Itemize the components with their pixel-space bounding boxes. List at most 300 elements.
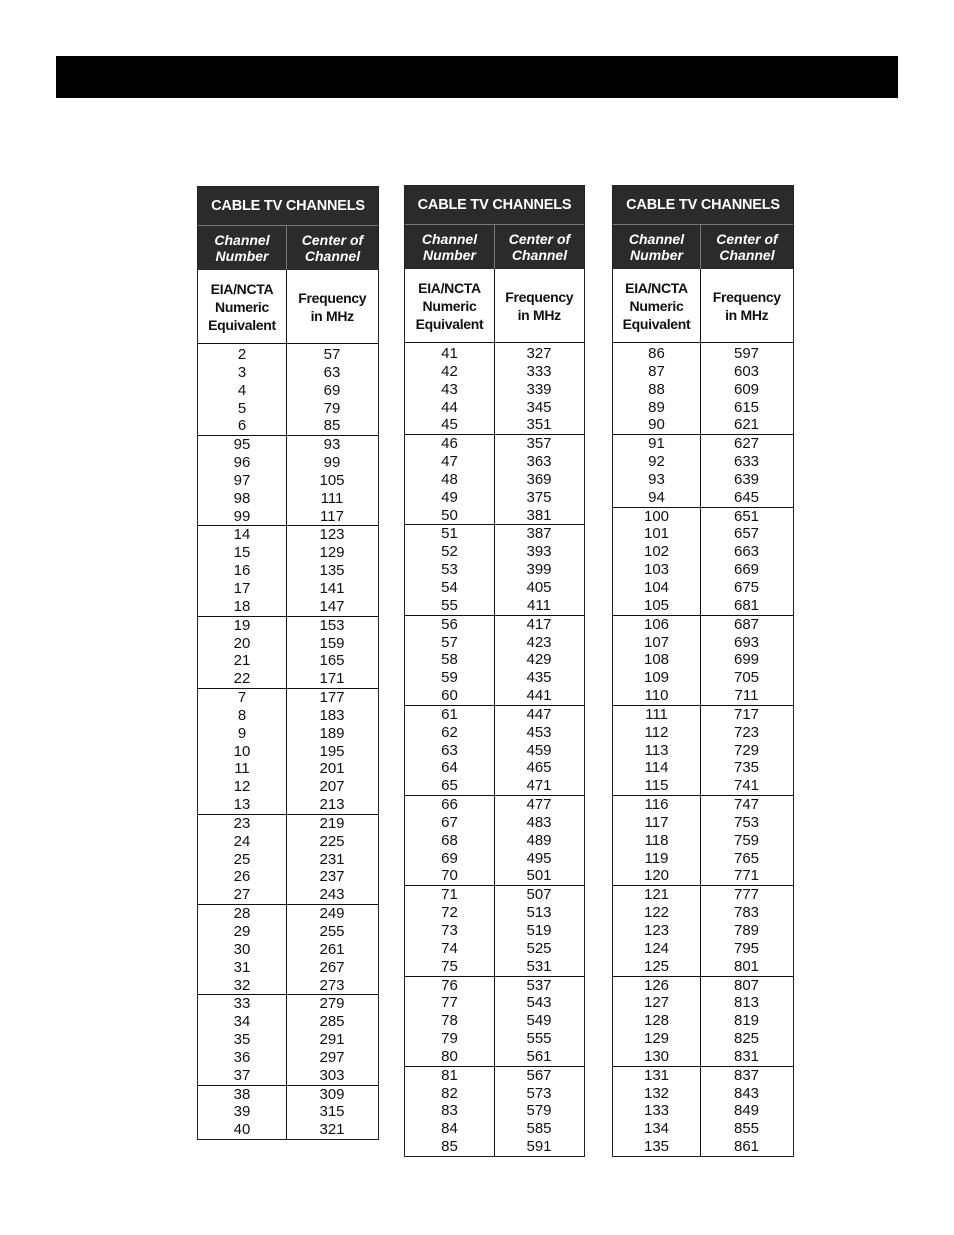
frequency-header: Frequency in MHz [298, 289, 367, 324]
frequency-cell: 309 [319, 1085, 345, 1103]
column-header [405, 269, 584, 343]
frequency-cell: 765 [733, 849, 760, 867]
channel-number-cell: 92 [648, 453, 665, 471]
frequency-cell: 165 [319, 652, 345, 670]
column-subheader [198, 226, 378, 270]
frequency-cell: 711 [734, 687, 759, 705]
table-row [613, 634, 793, 652]
frequency-cell: 63 [323, 363, 341, 381]
frequency-cell: 285 [319, 1013, 345, 1031]
frequency-cell: 771 [733, 867, 760, 885]
frequency-cell: 807 [733, 976, 760, 994]
channel-number-cell: 89 [648, 398, 665, 416]
frequency-cell: 585 [526, 1120, 552, 1138]
channel-number-cell: 67 [441, 813, 458, 831]
frequency-cell: 147 [319, 597, 345, 615]
frequency-cell: 693 [733, 633, 760, 651]
frequency-cell: 477 [526, 796, 552, 814]
channel-number-cell: 31 [233, 958, 251, 976]
channel-number-cell: 42 [441, 362, 458, 380]
table-row [613, 489, 793, 507]
channel-number-cell: 98 [233, 489, 251, 507]
channel-number-cell: 39 [233, 1103, 251, 1121]
frequency-cell: 687 [733, 615, 760, 633]
channel-number-cell: 117 [644, 813, 669, 831]
channel-group [613, 886, 793, 976]
frequency-cell: 723 [733, 723, 760, 741]
frequency-cell: 387 [526, 525, 552, 543]
frequency-cell: 573 [526, 1084, 552, 1102]
table-row [613, 416, 793, 434]
table-row [613, 525, 793, 543]
eia-ncta-header: EIA/NCTA Numeric Equivalent [613, 269, 701, 342]
channel-number-cell: 113 [644, 741, 669, 759]
channel-number-cell: 75 [441, 957, 458, 975]
channel-number-cell: 2 [237, 346, 247, 363]
channel-number-cell: 65 [441, 777, 458, 795]
channel-number-cell: 32 [233, 976, 251, 994]
table-row [613, 940, 793, 958]
frequency-cell: 345 [526, 398, 552, 416]
frequency-cell: 255 [319, 923, 345, 940]
channel-number-cell: 101 [643, 525, 670, 543]
channel-number-cell: 102 [643, 543, 670, 561]
channel-number-cell: 47 [441, 453, 458, 471]
table-row [198, 364, 378, 382]
channel-number-cell: 114 [644, 759, 669, 777]
channel-number-cell: 63 [441, 741, 458, 759]
frequency-cell: 237 [319, 868, 345, 886]
frequency-cell: 207 [319, 778, 345, 796]
table-row [613, 1048, 793, 1066]
frequency-cell: 459 [526, 741, 552, 759]
channel-group [198, 617, 378, 689]
channel-number-cell: 28 [233, 905, 251, 923]
channel-group [613, 508, 793, 616]
frequency-cell: 267 [319, 958, 345, 976]
table-row [198, 796, 378, 814]
channel-number-cell: 122 [643, 904, 670, 922]
table-row [198, 1013, 378, 1031]
channel-number-cell: 86 [648, 345, 665, 362]
frequency-cell: 657 [733, 525, 760, 543]
frequency-cell: 399 [526, 561, 552, 579]
channel-number-cell: 128 [643, 1012, 670, 1030]
frequency-cell: 549 [526, 1012, 552, 1030]
channel-number-cell: 36 [233, 1048, 251, 1066]
channel-number-cell: 104 [643, 578, 670, 596]
channel-group [198, 436, 378, 526]
table-row [198, 707, 378, 725]
table-row [613, 796, 793, 814]
channel-number-cell: 69 [441, 849, 458, 867]
table-row [198, 580, 378, 598]
table-row [198, 905, 378, 923]
frequency-cell: 567 [526, 1066, 552, 1084]
channel-number-cell: 84 [441, 1120, 458, 1138]
table-row [613, 435, 793, 453]
frequency-cell: 735 [733, 759, 760, 777]
table-row [198, 1067, 378, 1085]
table-row [198, 490, 378, 508]
frequency-cell: 609 [733, 380, 760, 398]
column-subheader [613, 225, 793, 269]
frequency-cell: 675 [733, 578, 760, 596]
table-row [613, 1138, 793, 1156]
channel-number-cell: 10 [233, 742, 251, 760]
frequency-cell: 843 [733, 1084, 760, 1102]
channel-number-cell: 96 [233, 454, 251, 472]
table-row [198, 851, 378, 869]
table-row [198, 400, 378, 418]
channel-number-cell: 71 [441, 886, 458, 904]
frequency-cell: 495 [526, 849, 552, 867]
table-row [198, 598, 378, 616]
channel-number-cell: 93 [648, 470, 665, 488]
channel-number-cell: 19 [233, 616, 251, 634]
frequency-cell: 801 [733, 957, 760, 975]
frequency-cell: 279 [319, 995, 345, 1013]
table-row [613, 471, 793, 489]
channel-number-cell: 40 [233, 1121, 251, 1139]
channel-number-cell: 55 [441, 596, 458, 614]
table-title: CABLE TV CHANNELS [613, 186, 793, 225]
channel-number-cell: 116 [644, 796, 669, 814]
table-row [613, 850, 793, 868]
frequency-cell: 489 [526, 831, 552, 849]
channel-number-cell: 46 [441, 435, 458, 453]
frequency-cell: 201 [319, 760, 345, 778]
frequency-cell: 453 [526, 723, 552, 741]
table-row [198, 1049, 378, 1067]
frequency-header: Frequency in MHz [505, 288, 574, 323]
channel-group [198, 815, 378, 905]
frequency-cell: 303 [319, 1066, 345, 1084]
table-row [198, 436, 378, 454]
table-title: CABLE TV CHANNELS [198, 187, 378, 226]
column-divider [700, 343, 701, 1156]
table-row [198, 562, 378, 580]
channel-number-cell: 81 [441, 1066, 458, 1084]
frequency-cell: 759 [733, 831, 760, 849]
column-divider [494, 343, 495, 1156]
table-row [198, 995, 378, 1013]
column-divider [286, 344, 287, 1139]
eia-ncta-header: EIA/NCTA Numeric Equivalent [198, 270, 287, 343]
channel-group [198, 905, 378, 995]
table-row [613, 904, 793, 922]
channel-number-cell: 90 [648, 416, 665, 434]
frequency-header: Frequency in MHz [712, 288, 781, 323]
table-row [198, 346, 378, 364]
channel-number-cell: 109 [643, 669, 670, 687]
frequency-cell: 85 [323, 417, 341, 435]
center-of-channel-subheader: Center of Channel [508, 231, 571, 263]
frequency-cell: 375 [526, 488, 552, 506]
channel-number-cell: 107 [643, 633, 670, 651]
channel-number-cell: 66 [441, 796, 458, 814]
frequency-cell: 129 [319, 544, 345, 562]
channel-number-cell: 23 [233, 814, 251, 832]
channel-number-cell: 83 [441, 1102, 458, 1120]
channel-number-cell: 134 [643, 1120, 670, 1138]
channel-number-cell: 49 [441, 488, 458, 506]
table-row [198, 635, 378, 653]
table-row [613, 399, 793, 417]
frequency-cell: 249 [319, 905, 345, 923]
frequency-cell: 777 [733, 886, 760, 904]
table-row [198, 941, 378, 959]
frequency-cell: 729 [733, 741, 760, 759]
frequency-cell: 651 [733, 507, 760, 525]
table-row [613, 508, 793, 526]
channel-number-cell: 41 [441, 345, 458, 362]
channel-number-cell: 12 [233, 778, 251, 796]
frequency-cell: 297 [319, 1048, 345, 1066]
channel-number-cell: 82 [441, 1084, 458, 1102]
table-row [613, 977, 793, 995]
cable-channels-table-1 [197, 186, 379, 1140]
frequency-cell: 153 [319, 616, 345, 634]
channel-number-cell: 133 [643, 1102, 670, 1120]
channel-number-cell: 80 [441, 1047, 458, 1065]
table-row [198, 923, 378, 941]
frequency-cell: 183 [319, 706, 345, 724]
table-row [613, 363, 793, 381]
channel-number-cell: 14 [233, 526, 251, 544]
table-row [198, 1121, 378, 1139]
channel-group [198, 346, 378, 436]
center-of-channel-subheader: Center of Channel [301, 232, 364, 264]
frequency-cell: 393 [526, 543, 552, 561]
frequency-cell: 615 [733, 398, 760, 416]
channel-number-cell: 34 [233, 1013, 251, 1031]
channel-number-cell: 4 [237, 381, 247, 399]
frequency-cell: 321 [319, 1121, 345, 1139]
channel-number-cell: 72 [441, 904, 458, 922]
frequency-cell: 741 [733, 777, 760, 795]
frequency-cell: 333 [526, 362, 552, 380]
channel-group [613, 435, 793, 507]
channel-number-cell: 22 [233, 670, 251, 688]
channel-number-cell: 50 [441, 506, 458, 524]
channel-group [613, 796, 793, 886]
channel-number-cell: 51 [441, 525, 458, 543]
frequency-cell: 837 [733, 1066, 760, 1084]
channel-number-cell: 61 [441, 705, 458, 723]
frequency-cell: 315 [319, 1103, 345, 1121]
channel-number-cell: 124 [643, 939, 670, 957]
channel-group [613, 345, 793, 435]
channel-number-cell: 121 [643, 886, 670, 904]
frequency-cell: 351 [526, 416, 552, 434]
channel-group [198, 689, 378, 815]
table-row [198, 1086, 378, 1104]
table-row [613, 687, 793, 705]
frequency-cell: 597 [733, 345, 760, 362]
table-row [198, 689, 378, 707]
frequency-cell: 861 [733, 1138, 760, 1156]
frequency-cell: 261 [319, 940, 345, 958]
table-row [613, 1102, 793, 1120]
channel-number-cell: 112 [644, 723, 669, 741]
table-row [198, 1103, 378, 1121]
frequency-cell: 79 [323, 399, 341, 417]
frequency-cell: 783 [733, 904, 760, 922]
channel-number-cell: 100 [643, 507, 670, 525]
frequency-cell: 591 [526, 1138, 552, 1156]
frequency-cell: 855 [733, 1120, 760, 1138]
frequency-cell: 819 [733, 1012, 760, 1030]
channel-number-cell: 48 [441, 470, 458, 488]
channel-number-cell: 118 [644, 831, 669, 849]
frequency-cell: 171 [319, 670, 345, 688]
frequency-cell: 621 [733, 416, 760, 434]
channel-number-cell: 52 [441, 543, 458, 561]
channel-number-cell: 79 [441, 1030, 458, 1048]
channel-number-cell: 99 [233, 507, 251, 525]
frequency-cell: 663 [733, 543, 760, 561]
table-row [613, 651, 793, 669]
frequency-cell: 405 [526, 578, 552, 596]
channel-number-subheader: Channel Number [613, 225, 701, 269]
table-row [613, 1012, 793, 1030]
channel-number-cell: 91 [648, 435, 665, 453]
channel-number-cell: 11 [234, 760, 250, 778]
channel-number-cell: 110 [644, 687, 669, 705]
center-of-channel-subheader: Center of Channel [716, 231, 778, 263]
frequency-cell: 471 [526, 777, 552, 795]
frequency-cell: 669 [733, 561, 760, 579]
channel-group [613, 616, 793, 706]
table-body [198, 344, 378, 1139]
table-row [613, 742, 793, 760]
channel-number-cell: 3 [237, 363, 247, 381]
frequency-cell: 699 [733, 651, 760, 669]
cable-channels-table-2 [404, 185, 585, 1157]
frequency-cell: 501 [526, 867, 552, 885]
frequency-cell: 213 [319, 796, 345, 814]
frequency-cell: 177 [319, 689, 345, 707]
channel-number-cell: 33 [233, 995, 251, 1013]
channel-number-cell: 35 [233, 1031, 251, 1049]
frequency-cell: 633 [733, 453, 760, 471]
channel-number-cell: 132 [643, 1084, 670, 1102]
frequency-cell: 447 [526, 705, 552, 723]
table-row [613, 1067, 793, 1085]
frequency-cell: 543 [526, 994, 552, 1012]
table-row [613, 814, 793, 832]
channel-number-cell: 57 [441, 633, 458, 651]
channel-number-cell: 30 [233, 940, 251, 958]
channel-number-cell: 70 [441, 867, 458, 885]
table-row [613, 453, 793, 471]
channel-number-cell: 53 [441, 561, 458, 579]
frequency-cell: 795 [733, 939, 760, 957]
channel-number-cell: 25 [233, 850, 251, 868]
table-row [198, 382, 378, 400]
frequency-cell: 627 [733, 435, 760, 453]
channel-number-cell: 37 [233, 1066, 251, 1084]
frequency-cell: 435 [526, 669, 552, 687]
table-row [198, 760, 378, 778]
frequency-cell: 531 [526, 957, 552, 975]
table-row [198, 725, 378, 743]
frequency-cell: 195 [319, 742, 345, 760]
frequency-cell: 519 [526, 922, 552, 939]
frequency-cell: 561 [526, 1047, 552, 1065]
channel-number-cell: 135 [643, 1138, 670, 1156]
channel-number-cell: 54 [441, 578, 458, 596]
channel-group [613, 977, 793, 1067]
frequency-cell: 525 [526, 939, 552, 957]
table-row [198, 617, 378, 635]
table-row [613, 1030, 793, 1048]
channel-number-cell: 9 [237, 724, 247, 742]
table-row [198, 508, 378, 526]
table-row [613, 832, 793, 850]
frequency-cell: 825 [733, 1030, 760, 1048]
table-row [198, 868, 378, 886]
eia-ncta-header: EIA/NCTA Numeric Equivalent [405, 269, 495, 342]
channel-number-cell: 95 [233, 436, 251, 454]
frequency-cell: 579 [526, 1102, 552, 1120]
channel-number-cell: 26 [233, 868, 251, 886]
table-row [198, 833, 378, 851]
column-subheader [405, 225, 584, 269]
channel-group [198, 1086, 378, 1140]
channel-number-cell: 88 [648, 380, 665, 398]
table-row [198, 778, 378, 796]
table-row [613, 561, 793, 579]
table-row [613, 706, 793, 724]
channel-group [198, 526, 378, 616]
frequency-cell: 141 [319, 579, 345, 597]
channel-number-cell: 5 [237, 399, 247, 417]
frequency-cell: 135 [319, 562, 345, 580]
table-row [198, 886, 378, 904]
channel-number-cell: 111 [645, 705, 668, 723]
column-header [613, 269, 793, 343]
frequency-cell: 717 [733, 705, 760, 723]
channel-number-cell: 125 [643, 957, 670, 975]
channel-number-cell: 18 [233, 597, 251, 615]
frequency-cell: 273 [319, 976, 345, 994]
channel-number-cell: 68 [441, 831, 458, 849]
table-title: CABLE TV CHANNELS [405, 186, 584, 225]
frequency-cell: 513 [526, 904, 552, 922]
channel-number-cell: 77 [441, 994, 458, 1012]
channel-number-cell: 85 [441, 1138, 458, 1156]
frequency-cell: 69 [323, 381, 341, 399]
frequency-cell: 327 [526, 345, 552, 362]
channel-number-cell: 123 [643, 922, 670, 939]
frequency-cell: 219 [319, 814, 345, 832]
channel-number-cell: 64 [441, 759, 458, 777]
table-row [613, 1120, 793, 1138]
frequency-cell: 441 [526, 687, 552, 705]
frequency-cell: 537 [526, 976, 552, 994]
channel-number-cell: 78 [441, 1012, 458, 1030]
channel-number-cell: 119 [644, 849, 669, 867]
channel-number-cell: 8 [237, 706, 247, 724]
channel-number-cell: 16 [233, 562, 251, 580]
table-row [198, 670, 378, 688]
channel-number-cell: 13 [233, 796, 251, 814]
channel-number-cell: 24 [233, 832, 251, 850]
table-row [613, 543, 793, 561]
channel-number-cell: 76 [441, 976, 458, 994]
